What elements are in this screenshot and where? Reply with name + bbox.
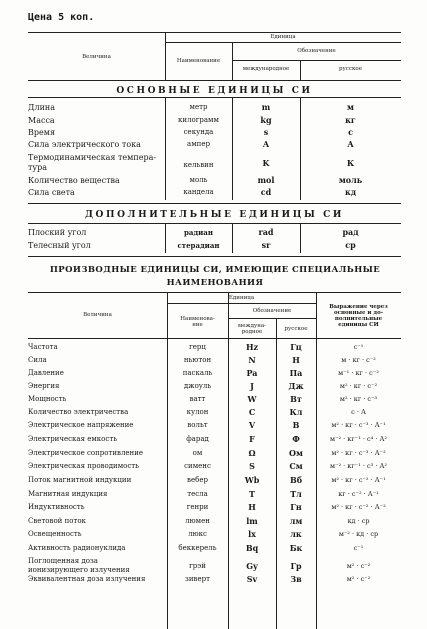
unit-name: килограмм <box>178 116 219 124</box>
price-label: Цена 5 коп. <box>28 12 95 23</box>
unit-name: ватт <box>189 395 206 403</box>
expression: м² · кг · с⁻³ <box>339 395 378 403</box>
unit-name: ом <box>192 449 203 457</box>
header-russian: русское <box>339 66 362 72</box>
ru-symbol: Тл <box>290 489 302 499</box>
quantity-name: Мощность <box>28 395 67 403</box>
expression: с⁻¹ <box>353 343 364 351</box>
intl-symbol: Gy <box>246 561 258 571</box>
ru-symbol: Бк <box>289 543 303 553</box>
intl-symbol: cd <box>260 187 272 197</box>
ru-symbol: Вт <box>290 394 302 404</box>
quantity-name: Электрическая емкость <box>28 435 118 443</box>
derived-header-unit: Единица <box>228 295 255 301</box>
ru-symbol: См <box>289 461 303 471</box>
quantity-name: Плоский угол <box>28 228 87 237</box>
unit-name: вольт <box>187 421 208 429</box>
quantity-name: Масса <box>28 116 55 125</box>
derived-title-line2: НАИМЕНОВАНИЯ <box>166 278 264 288</box>
expression: с⁻¹ <box>353 544 364 552</box>
quantity-name: Магнитная индукция <box>28 490 108 498</box>
quantity-name: Количество электричества <box>28 408 129 416</box>
intl-symbol: W <box>247 394 257 404</box>
intl-symbol: Sv <box>246 574 258 584</box>
intl-symbol: Hz <box>245 342 259 352</box>
header-designation: Обозначение <box>297 48 336 54</box>
intl-symbol: V <box>248 420 256 430</box>
expression: м² · кг · с⁻³ · А⁻¹ <box>331 421 386 429</box>
expression: кд · ср <box>347 517 370 525</box>
unit-name: сименс <box>184 462 211 470</box>
expression: м⁻² · кг⁻¹ · с⁴ · А² <box>330 435 387 443</box>
quantity-name-cont: тура <box>28 163 48 172</box>
unit-name: люкс <box>188 530 207 538</box>
quantity-name: Электрическое сопротивление <box>28 449 144 457</box>
intl-symbol: J <box>250 381 254 391</box>
ru-symbol: лк <box>290 529 302 539</box>
derived-header-name <box>167 316 228 328</box>
additional-units-title: ДОПОЛНИТЕЛЬНЫЕ ЕДИНИЦЫ СИ <box>84 210 345 220</box>
expression: м² · с⁻² <box>346 562 371 570</box>
derived-header-intl-l2: родное <box>241 329 263 335</box>
quantity-name: Давление <box>28 369 64 377</box>
derived-header-intl <box>228 323 276 335</box>
expression: м² · с⁻² <box>346 575 371 583</box>
ru-symbol: ср <box>345 240 356 250</box>
ru-symbol: А <box>347 139 354 149</box>
derived-header-expr-l3: полнительные <box>334 316 383 322</box>
ru-symbol: лм <box>289 516 303 526</box>
ru-symbol: м <box>347 102 354 112</box>
unit-name: кандела <box>183 188 214 196</box>
expression: м² · кг · с⁻² <box>339 382 378 390</box>
quantity-name: Частота <box>28 343 58 351</box>
derived-header-expr-l4: единицы СИ <box>338 322 379 328</box>
header-unit: Единица <box>270 34 296 40</box>
quantity-name: Время <box>28 128 56 137</box>
ru-symbol: Ом <box>289 448 303 458</box>
derived-header-russian: русское <box>284 326 308 332</box>
unit-name: ампер <box>187 140 210 148</box>
quantity-name: Световой поток <box>28 517 86 525</box>
intl-symbol: lx <box>248 529 256 539</box>
quantity-name: Электрическое напряжение <box>28 421 134 429</box>
intl-symbol: C <box>248 407 256 417</box>
intl-symbol: kg <box>260 115 272 125</box>
quantity-name: Длина <box>28 103 56 112</box>
unit-name: беккерель <box>178 544 217 552</box>
ru-symbol: Зв <box>290 574 302 584</box>
quantity-name: Телесный угол <box>28 241 91 250</box>
intl-symbol: lm <box>246 516 258 526</box>
header-name: Наименование <box>176 58 221 64</box>
unit-name: герц <box>189 343 206 351</box>
expression: м · кг · с⁻² <box>341 356 376 364</box>
header-quantity: Величина <box>82 54 111 60</box>
quantity-name: Освещенность <box>28 530 82 538</box>
ru-symbol: Гр <box>290 561 302 571</box>
quantity-name: Сила света <box>28 188 75 197</box>
expression: м² · кг · с⁻³ · А⁻² <box>331 449 386 457</box>
intl-symbol: T <box>249 489 255 499</box>
ru-symbol: Вб <box>289 475 303 485</box>
ru-symbol: кд <box>344 187 357 197</box>
expression: м² · кг · с⁻² · А⁻¹ <box>331 476 386 484</box>
unit-name: кельвин <box>183 161 214 169</box>
unit-name: джоуль <box>183 382 212 390</box>
unit-name: грэй <box>189 562 206 570</box>
unit-name: кулон <box>186 408 209 416</box>
derived-header-expr-l1: Выражение через <box>329 304 388 310</box>
basic-units-title: ОСНОВНЫЕ ЕДИНИЦЫ СИ <box>116 86 313 96</box>
intl-symbol: Ω <box>248 448 256 458</box>
ru-symbol: Гц <box>290 342 302 352</box>
expression: м⁻² · кд · ср <box>338 530 379 538</box>
ru-symbol: кг <box>345 115 356 125</box>
unit-name: стерадиан <box>177 241 220 250</box>
unit-name: моль <box>189 176 208 184</box>
derived-title-line1: ПРОИЗВОДНЫЕ ЕДИНИЦЫ СИ, ИМЕЮЩИЕ СПЕЦИАЛЬНЫЕ <box>49 265 381 275</box>
intl-symbol: F <box>249 434 255 444</box>
intl-symbol: H <box>248 502 256 512</box>
intl-symbol: rad <box>258 227 274 237</box>
derived-header-quantity: Величина <box>83 312 112 318</box>
quantity-name: Поглощенная доза <box>28 557 98 565</box>
ru-symbol: с <box>348 127 353 137</box>
ru-symbol: Дж <box>288 381 304 391</box>
ru-symbol: Гн <box>290 502 302 512</box>
intl-symbol: s <box>263 127 269 137</box>
quantity-name: Энергия <box>28 382 60 390</box>
quantity-name-cont: ионизирующего излучения <box>28 566 130 574</box>
quantity-name: Количество вещества <box>28 176 120 185</box>
quantity-name: Поток магнитной индукции <box>28 476 132 484</box>
intl-symbol: Wb <box>244 475 260 485</box>
ru-symbol: В <box>292 420 300 430</box>
intl-symbol: Bq <box>245 543 259 553</box>
quantity-name: Термодинамическая темпера- <box>28 153 157 162</box>
ru-symbol: Н <box>292 355 300 365</box>
ru-symbol: Па <box>289 368 303 378</box>
expression: с · А <box>351 408 366 416</box>
ru-symbol: Кл <box>289 407 303 417</box>
intl-symbol: Pa <box>246 368 258 378</box>
unit-name: генри <box>186 503 209 511</box>
unit-name: паскаль <box>182 369 213 377</box>
expression: кг · с⁻² · А⁻¹ <box>338 490 379 498</box>
quantity-name: Активность радионуклида <box>28 544 126 552</box>
derived-header-name-l1: Наименова- <box>180 316 215 322</box>
intl-symbol: m <box>261 102 271 112</box>
quantity-name: Сила электрического тока <box>28 140 141 149</box>
quantity-name: Электрическая проводимость <box>28 462 139 470</box>
derived-header-expr <box>316 304 401 328</box>
ru-symbol: рад <box>342 227 359 237</box>
derived-header-expr-l2: основные и до- <box>333 310 384 316</box>
unit-name: тесла <box>187 490 208 498</box>
intl-symbol: S <box>249 461 255 471</box>
ru-symbol: Ф <box>292 434 300 444</box>
unit-name: зиверт <box>185 575 210 583</box>
quantity-name: Эквивалентная доза излучения <box>28 575 146 583</box>
quantity-name: Сила <box>28 356 47 364</box>
unit-name: ньютон <box>183 356 212 364</box>
expression: м⁻¹ · кг · с⁻² <box>338 369 379 377</box>
unit-name: радиан <box>184 228 213 237</box>
unit-name: секунда <box>183 128 214 136</box>
unit-name: фарад <box>186 435 209 443</box>
header-international: международное <box>242 66 290 72</box>
intl-symbol: N <box>248 355 256 365</box>
derived-header-name-l2: ние <box>192 322 203 328</box>
unit-name: метр <box>189 103 208 111</box>
quantity-name: Индуктивность <box>28 503 85 511</box>
derived-header-designation: Обозначение <box>252 308 292 314</box>
intl-symbol: A <box>262 139 270 149</box>
expression: м² · кг · с⁻² · А⁻² <box>331 503 386 511</box>
unit-name: вебер <box>187 476 208 484</box>
ru-symbol: К <box>346 158 355 168</box>
ru-symbol: моль <box>338 175 363 185</box>
derived-units-title <box>30 264 400 290</box>
expression: м⁻² · кг⁻¹ · с³ · А² <box>330 462 387 470</box>
derived-header-intl-l1: междуна- <box>237 323 267 329</box>
intl-symbol: sr <box>261 240 271 250</box>
unit-name: люмен <box>185 517 210 525</box>
intl-symbol: K <box>262 158 270 168</box>
intl-symbol: mol <box>257 175 275 185</box>
